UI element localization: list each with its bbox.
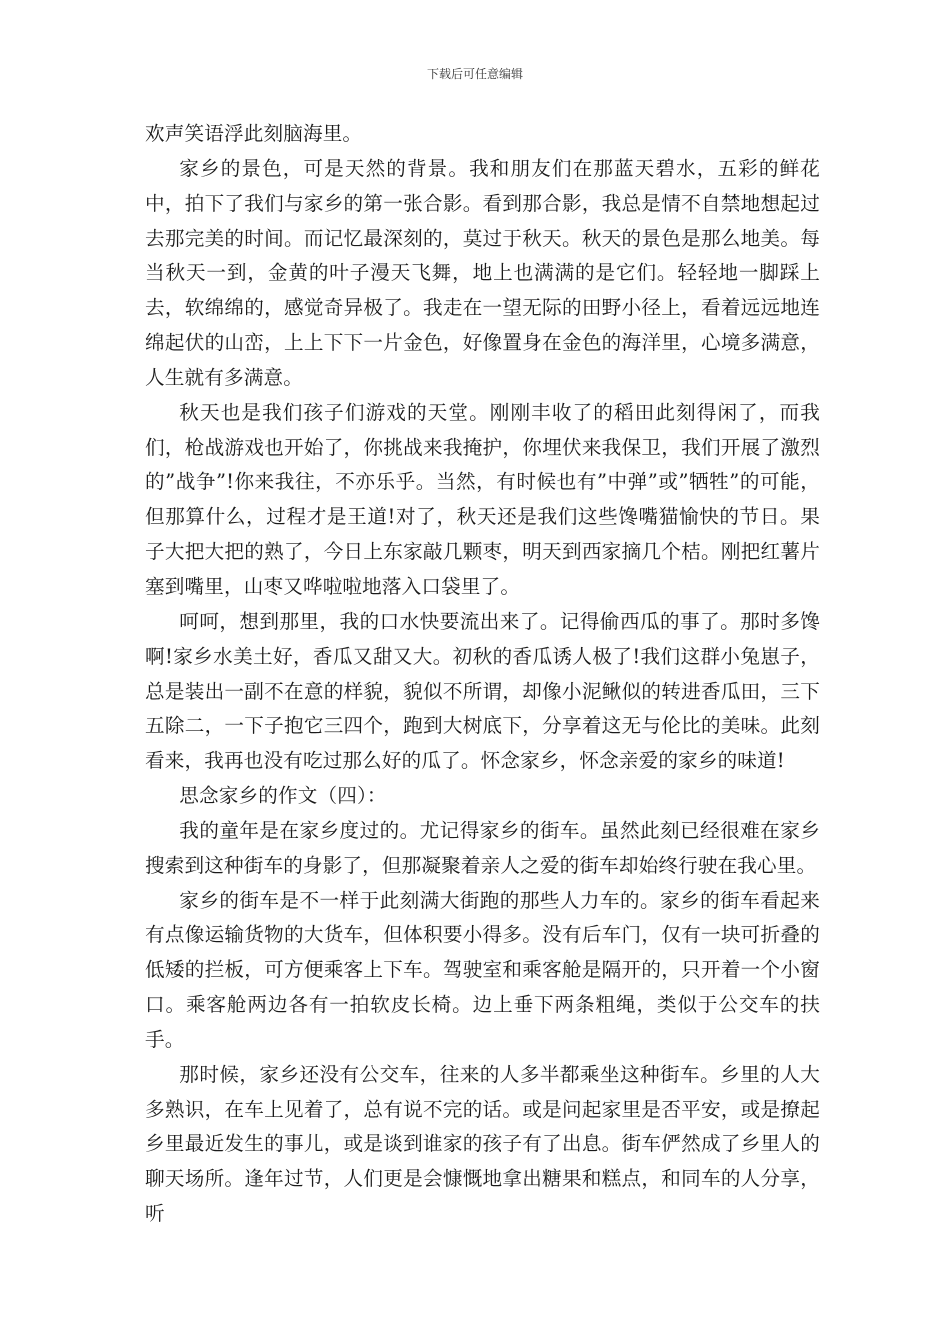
paragraph: 呵呵，想到那里，我的口水快要流出来了。记得偷西瓜的事了。那时多馋啊!家乡水美土好，香瓜又甜又大。初秋的香瓜诱人极了!我们这群小兔崽子，总是装出一副不在意的样貌，貌似不所谓，却像小泥鳅似的转进香瓜田，三下五除二，一下子抱它三四个，跑到大树底下，分享着这无与伦比的美味。此刻看来，我再也没有吃过那么好的瓜了。怀念家乡，怀念亲爱的家乡的味道! — [145, 609, 820, 773]
section-heading: 思念家乡的作文（四）： — [179, 784, 387, 808]
page-header: 下载后可任意编辑 — [426, 67, 523, 81]
document-body — [145, 117, 820, 1232]
paragraph: 家乡的街车是不一样于此刻满大街跑的那些人力车的。家乡的街车看起来有点像运输货物的大货车，但体积要小得多。没有后车门，仅有一块可折叠的低矮的拦板，可方便乘客上下车。驾驶室和乘客舱是隔开的，只开着一个小窗口。乘客舱两边各有一拍软皮长椅。边上垂下两条粗绳，类似于公交车的扶手。 — [145, 888, 820, 1051]
paragraph: 那时候，家乡还没有公交车，往来的人多半都乘坐这种街车。乡里的人大多熟识，在车上见着了，总有说不完的话。或是问起家里是否平安，或是撩起乡里最近发生的事儿，或是谈到谁家的孩子有了出息。街车俨然成了乡里人的聊天场所。逢年过节，人们更是会慷慨地拿出糖果和糕点，和同车的人分享，听 — [145, 1062, 820, 1226]
paragraph-continuation: 欢声笑语浮此刻脑海里。 — [145, 122, 363, 145]
paragraph: 秋天也是我们孩子们游戏的天堂。刚刚丰收了的稻田此刻得闲了，而我们，枪战游戏也开始了，你挑战来我掩护，你埋伏来我保卫，我们开展了激烈的”战争”!你来我往，不亦乐乎。当然，有时候也有”中弹”或”牺牲”的可能，但那算什么，过程才是王道!对了，秋天还是我们这些馋嘴猫愉快的节日。果子大把大把的熟了，今日上东家敲几颗枣，明天到西家摘几个桔。刚把红薯片塞到嘴里，山枣又哗啦啦地落入口袋里了。 — [145, 400, 820, 598]
paragraph: 家乡的景色，可是天然的背景。我和朋友们在那蓝天碧水，五彩的鲜花中，拍下了我们与家乡的第一张合影。看到那合影，我总是情不自禁地想起过去那完美的时间。而记忆最深刻的，莫过于秋天。秋天的景色是那么地美。每当秋天一到，金黄的叶子漫天飞舞，地上也满满的是它们。轻轻地一脚踩上去，软绵绵的，感觉奇异极了。我走在一望无际的田野小径上，看着远远地连绵起伏的山峦，上上下下一片金色，好像置身在金色的海洋里，心境多满意，人生就有多满意。 — [145, 156, 820, 389]
paragraph: 我的童年是在家乡度过的。尤记得家乡的街车。虽然此刻已经很难在家乡搜索到这种街车的身影了，但那凝聚着亲人之爱的街车却始终行驶在我心里。 — [145, 818, 820, 877]
